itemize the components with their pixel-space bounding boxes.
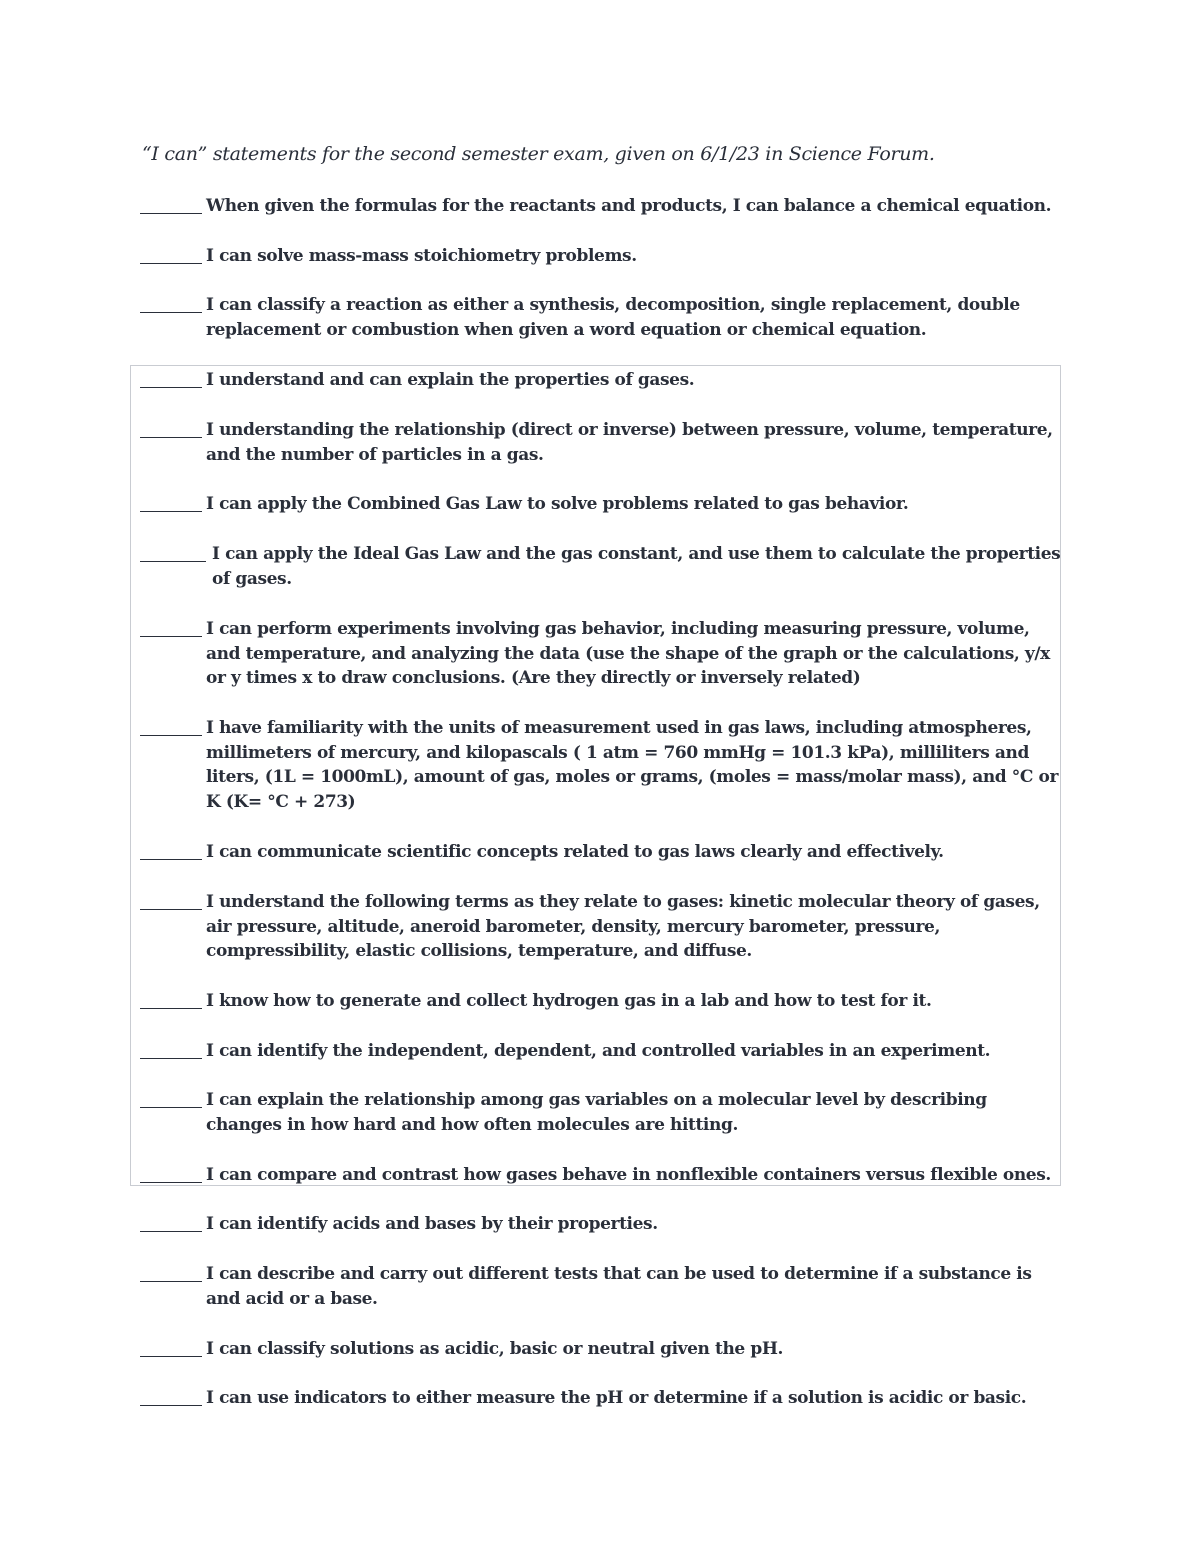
statement-item bbox=[140, 1039, 1065, 1064]
statement-item bbox=[140, 1337, 1065, 1362]
statement-item bbox=[140, 293, 1065, 342]
statement-text: I can communicate scientific concepts related to gas laws clearly and effectively. bbox=[206, 842, 944, 862]
statement-text: I know how to generate and collect hydrogen gas in a lab and how to test for it. bbox=[206, 991, 932, 1011]
statement-text: I understanding the relationship (direct or inverse) between pressure, volume, temperature, and the number of particles in a gas. bbox=[206, 420, 1053, 465]
checkoff-blank bbox=[140, 1039, 202, 1059]
checkoff-blank bbox=[140, 244, 202, 264]
checkoff-blank bbox=[140, 1262, 202, 1282]
statement-item bbox=[140, 1212, 1065, 1237]
statement-item bbox=[140, 542, 1065, 591]
statement-item bbox=[140, 1088, 1065, 1137]
statement-text: I can identify acids and bases by their properties. bbox=[206, 1214, 658, 1234]
checkoff-blank bbox=[140, 418, 202, 438]
checkoff-blank bbox=[140, 368, 202, 388]
statement-text: I have familiarity with the units of measurement used in gas laws, including atmospheres, millimeters of mercury, and kilopascals ( 1 atm = 760 mmHg = 101.3 kPa), milliliters and liters, (1L = 1000mL), amount of gas, moles or grams, (moles = mass/molar mass), and °C or K (K= °C + 273) bbox=[206, 718, 1059, 812]
statement-item bbox=[140, 1262, 1065, 1311]
statement-item bbox=[140, 1163, 1065, 1188]
statement-text: I can classify a reaction as either a synthesis, decomposition, single replacement, double replacement or combustion when given a word equation or chemical equation. bbox=[206, 295, 1020, 340]
checkoff-blank bbox=[140, 194, 202, 214]
checkoff-blank bbox=[140, 1163, 202, 1183]
checkoff-blank bbox=[140, 617, 202, 637]
statement-text: I can identify the independent, dependent, and controlled variables in an experiment. bbox=[206, 1041, 991, 1061]
statement-text: I can perform experiments involving gas behavior, including measuring pressure, volume, and temperature, and analyzing the data (use the shape of the graph or the calculations, y/x or y times x to draw conclusions. (Are they directly or inversely related) bbox=[206, 619, 1050, 688]
statement-item bbox=[140, 617, 1065, 691]
statement-item bbox=[140, 368, 1065, 393]
statement-item bbox=[140, 418, 1065, 467]
checkoff-blank bbox=[140, 492, 202, 512]
checkoff-blank bbox=[140, 989, 202, 1009]
statement-item bbox=[140, 492, 1065, 517]
statement-item bbox=[140, 840, 1065, 865]
checkoff-blank bbox=[140, 293, 202, 313]
checkoff-blank bbox=[140, 542, 206, 562]
checkoff-blank bbox=[140, 1088, 202, 1108]
checkoff-blank bbox=[140, 890, 202, 910]
statement-item bbox=[140, 716, 1065, 814]
statement-item bbox=[140, 989, 1065, 1014]
statement-item bbox=[140, 1386, 1065, 1411]
statement-text: I can apply the Ideal Gas Law and the gas constant, and use them to calculate the properties of gases. bbox=[212, 544, 1061, 589]
statement-text: I can apply the Combined Gas Law to solve problems related to gas behavior. bbox=[206, 494, 909, 514]
statement-text: I understand the following terms as they relate to gases: kinetic molecular theory of gases, air pressure, altitude, aneroid barometer, density, mercury barometer, pressure, compressibility, elastic collisions, temperature, and diffuse. bbox=[206, 892, 1040, 961]
statement-text: I can compare and contrast how gases behave in nonflexible containers versus flexible ones. bbox=[206, 1165, 1051, 1185]
statement-text: I can solve mass-mass stoichiometry problems. bbox=[206, 246, 637, 266]
checkoff-blank bbox=[140, 1337, 202, 1357]
checkoff-blank bbox=[140, 840, 202, 860]
statement-item bbox=[140, 890, 1065, 964]
statement-item bbox=[140, 194, 1065, 219]
statement-text: I can classify solutions as acidic, basic or neutral given the pH. bbox=[206, 1339, 784, 1359]
statement-text: I can describe and carry out different tests that can be used to determine if a substance is and acid or a base. bbox=[206, 1264, 1032, 1309]
checkoff-blank bbox=[140, 1386, 202, 1406]
statement-text: When given the formulas for the reactants and products, I can balance a chemical equation. bbox=[206, 196, 1052, 216]
checkoff-blank bbox=[140, 1212, 202, 1232]
checkoff-blank bbox=[140, 716, 202, 736]
statement-text: I can explain the relationship among gas variables on a molecular level by describing changes in how hard and how often molecules are hitting. bbox=[206, 1090, 987, 1135]
statement-text: I understand and can explain the properties of gases. bbox=[206, 370, 695, 390]
document-title: “I can” statements for the second semester exam, given on 6/1/23 in Science Forum. bbox=[142, 143, 935, 165]
statement-text: I can use indicators to either measure the pH or determine if a solution is acidic or basic. bbox=[206, 1388, 1027, 1408]
statement-item bbox=[140, 244, 1065, 269]
